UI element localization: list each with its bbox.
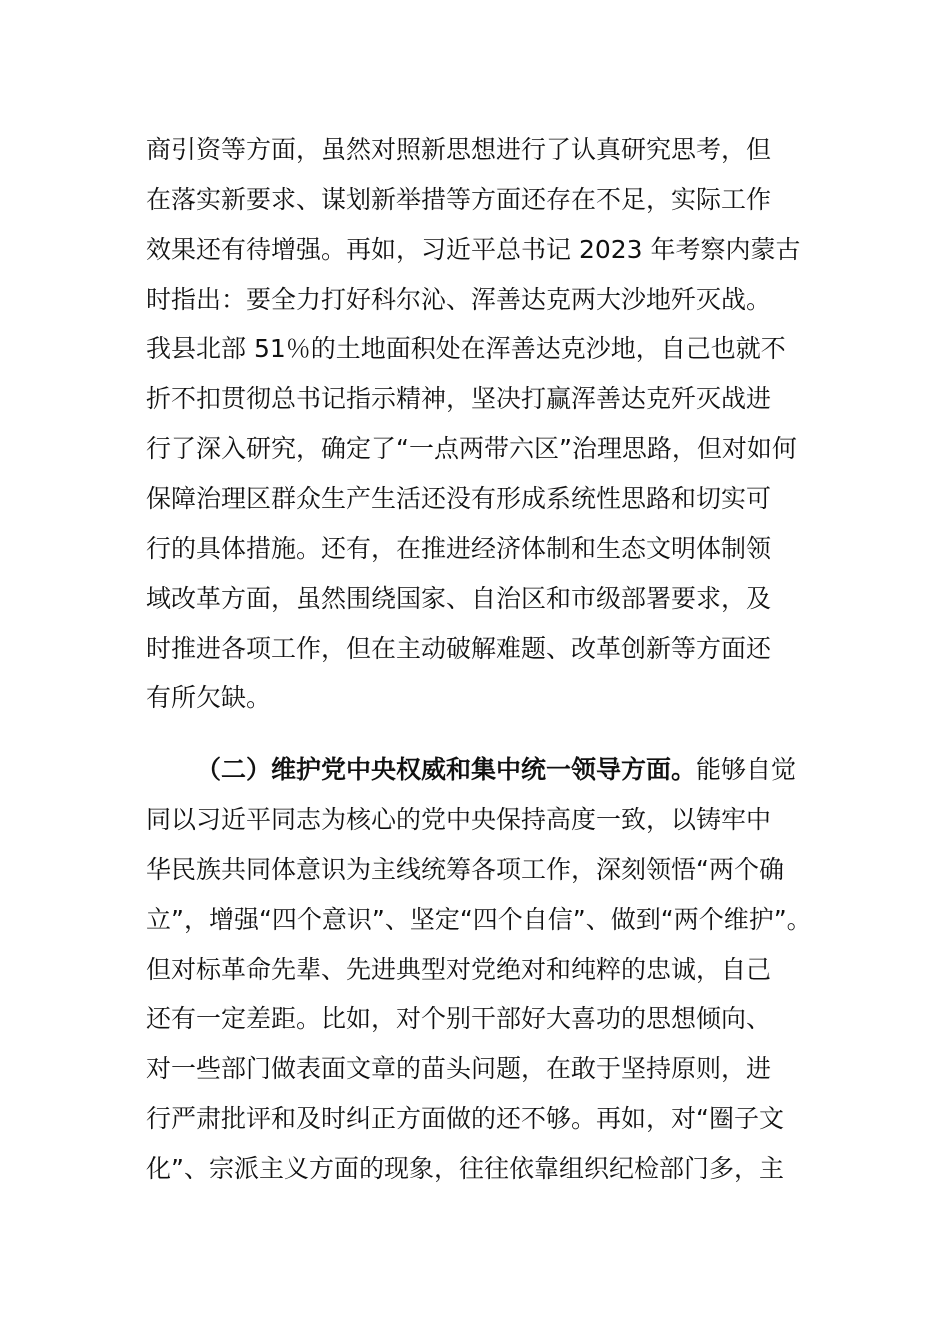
paragraph-1-line: 商引资等方面，虽然对照新思想进行了认真研究思考，但 [146, 135, 772, 164]
paragraph-1-line: 保障治理区群众生产生活还没有形成系统性思路和切实可 [146, 484, 772, 513]
paragraph-1-line: 折不扣贯彻总书记指示精神，坚决打赢浑善达克歼灭战进 [146, 384, 772, 413]
paragraph-2-line: 但对标革命先辈、先进典型对党绝对和纯粹的忠诚，自己 [146, 955, 772, 984]
paragraph-1-line: 我县北部 51％的土地面积处在浑善达克沙地，自己也就不 [146, 334, 786, 363]
paragraph-1-line: 行的具体措施。还有，在推进经济体制和生态文明体制领 [146, 534, 772, 563]
paragraph-2-first-line-text: 能够自觉 [696, 755, 797, 784]
paragraph-2-first-line [196, 750, 826, 790]
paragraph-2-line: 对一些部门做表面文章的苗头问题，在敢于坚持原则，进 [146, 1054, 772, 1083]
paragraph-1-line: 行了深入研究，确定了“一点两带六区”治理思路，但对如何 [146, 434, 797, 463]
paragraph-1-line: 在落实新要求、谋划新举措等方面还存在不足，实际工作 [146, 185, 772, 214]
paragraph-2-line: 还有一定差距。比如，对个别干部好大喜功的思想倾向、 [146, 1004, 772, 1033]
paragraph-1-line: 有所欠缺。 [146, 683, 272, 712]
paragraph-1-line: 时指出：要全力打好科尔沁、浑善达克两大沙地歼灭战。 [146, 285, 772, 314]
paragraph-2-line: 同以习近平同志为核心的党中央保持高度一致，以铸牢中 [146, 805, 772, 834]
paragraph-1-line: 时推进各项工作，但在主动破解难题、改革创新等方面还 [146, 634, 772, 663]
paragraph-2-line: 立”，增强“四个意识”、坚定“四个自信”、做到“两个维护”。 [146, 905, 812, 934]
paragraph-1-line: 域改革方面，虽然围绕国家、自治区和市级部署要求，及 [146, 584, 772, 613]
paragraph-2-line: 化”、宗派主义方面的现象，往往依靠组织纪检部门多，主 [146, 1154, 784, 1183]
paragraph-1-line: 效果还有待增强。再如，习近平总书记 2023 年考察内蒙古 [146, 235, 801, 264]
paragraph-2-line: 行严肃批评和及时纠正方面做的还不够。再如，对“圈子文 [146, 1104, 784, 1133]
paragraph-2-line: 华民族共同体意识为主线统筹各项工作，深刻领悟“两个确 [146, 855, 784, 884]
section-heading: （二）维护党中央权威和集中统一领导方面。 [196, 755, 697, 784]
